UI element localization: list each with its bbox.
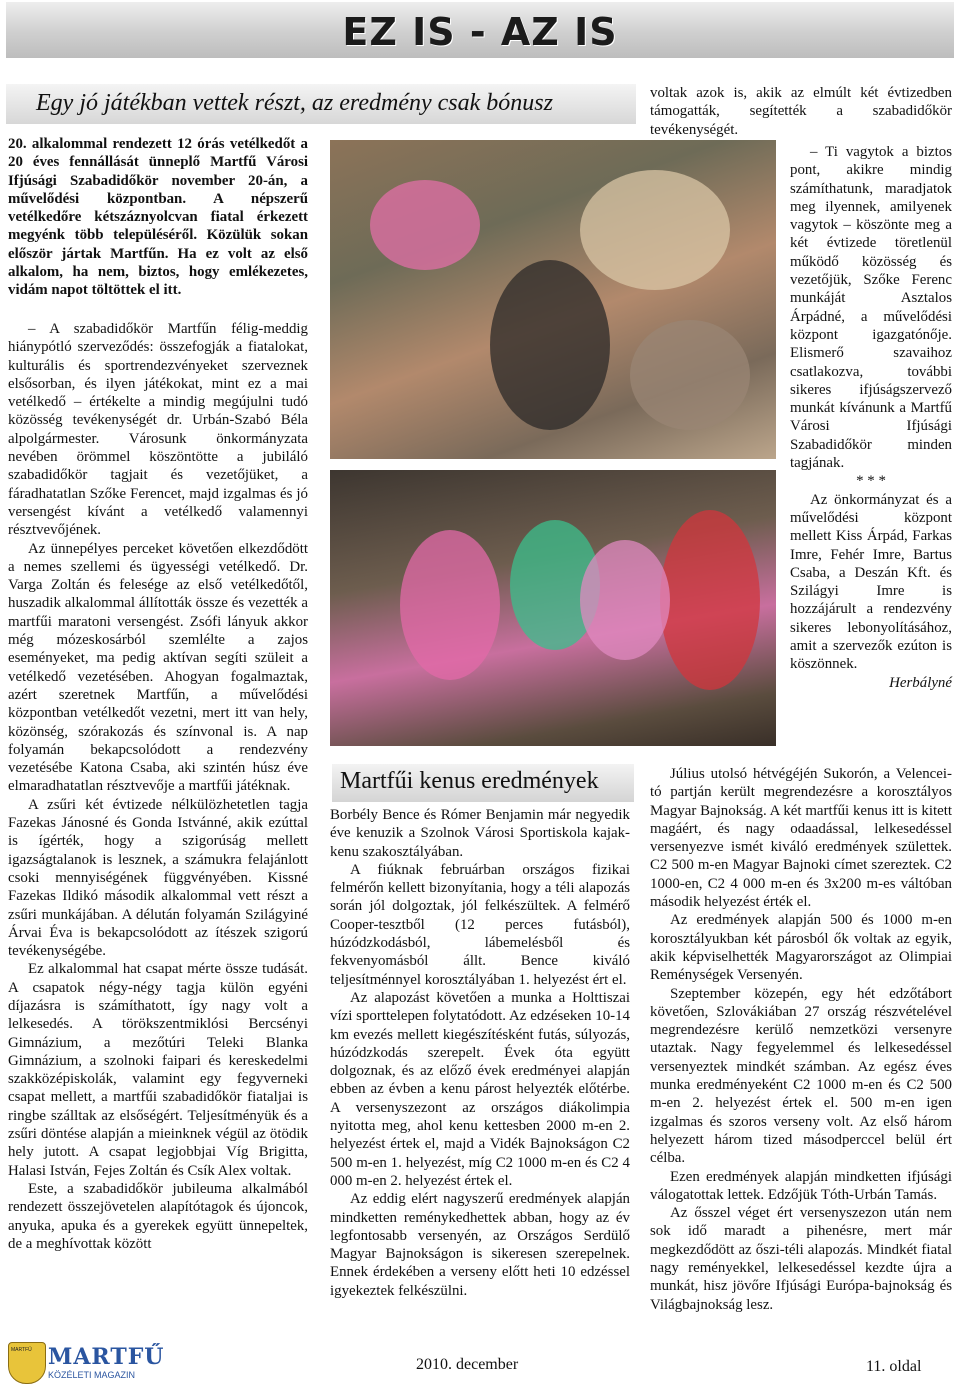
photo-quiz-participants bbox=[330, 140, 776, 459]
paragraph: Az ünnepélyes perceket követően elkezdődött a nemes szellemi és ügyességi vetélkedő. Dr. Varga Zoltán és felesége az első vetélkedőtől, huszadik alkalommal állították össze és vezették a martfűi maratoni versengést. Zsófi lányuk akkor még mózeskosárból szemlélte a zajos eseményeket, ma pedig aktívan segíti szüleit a vetélkedő vezetésében. Ahogyan fogalmaztak, azért szeretnek Martfűn, a művelődési központban vetélkedőt vezetni, mert itt van hely, közönség, szórakozás és színvonal is. A nap folyamán bekapcsolódott a rendezvény vezetésébe Katona Csaba, aki szintén húsz éve elmaradhatatlan résztvevője a martfűi játéknak. bbox=[8, 540, 308, 795]
paragraph: Az önkormányzat és a művelődési központ mellett Kiss Árpád, Farkas Imre, Fehér Imre, Bartus Csaba, a Deszán Kft. és Szilágyi Imre is hozzájárult a rendezvény sikeres lebonyolításához, amit a szervezők ezúton is köszönnek. bbox=[790, 491, 952, 673]
paragraph: – Ti vagytok a biztos pont, akikre mindig számíthatunk, maradjatok meg ilyennek, amilyenek vagytok – köszönte meg a két évtizede töretlenül működő közösség és vezetőjük, Szőke Ferenc munkáját Asztalos Árpádné, a művelődési központ igazgatónője. Elismerő szavaihoz csatlakozva, további sikeres ifjúságszervező munkát kívánunk a Martfű Városi Ifjúsági Szabadidőkör minden tagjának. bbox=[790, 144, 952, 472]
separator: * * * bbox=[856, 473, 886, 490]
page-number: 11. oldal bbox=[866, 1358, 922, 1375]
logo-subtitle: KÖZÉLETI MAGAZIN bbox=[48, 1370, 136, 1380]
author-signature: Herbályné bbox=[889, 674, 952, 691]
article-lead bbox=[8, 135, 308, 300]
article-column-3-top bbox=[650, 84, 952, 139]
section-title: EZ IS - AZ IS bbox=[342, 10, 618, 54]
paragraph: voltak azok is, akik az elmúlt két évtizedben támogatták, segítették a szabadidőkör tevékenységét. bbox=[650, 85, 952, 138]
paragraph: Ezen eredmények alapján mindketten ifjúsági válogatottak lettek. Edzőjük Tóth-Urbán Tamás. bbox=[650, 1168, 952, 1203]
paragraph: A zsűri két évtizede nélkülözhetetlen tagja Fazekas Jánosné és Gonda Istvánné, akik ezúttal is ígérték, hogy a szigorúság mellett igazságtalanok is lesznek, a számukra felajánlott csoki mennyiségének függvényében. Kissné Fazekas Ildikó második alkalommal vett részt a zsűri munkájában. A délután folyamán Szilágyiné Árvai Éva is bekapcsolódott az ítészek szigorú tevékenységébe. bbox=[8, 796, 308, 960]
photo-celebration bbox=[330, 470, 776, 746]
crest-label: MARTFŰ bbox=[11, 1347, 32, 1353]
paragraph: Szeptember közepén, egy hét edzőtábort követően, Szlovákiában 27 ország részvételével megrendezésre kerülő nemzetközi versenyre utaztak. Nagy fegyelemmel és lelkesedéssel versenyeztek mindkét számban. Az egész éves munka eredményeként C2 1000 m-en és C2 500 m-en 2. helyezést értek el. 500 m-en igen izgalmas és szoros verseny volt. Az első három helyezett három tized másodperccel belül ért célba. bbox=[650, 985, 952, 1167]
paragraph: A fiúknak februárban országos fizikai felmérőn kellett bizonyítania, hogy a téli alapozás során jól dolgoztak, jól felkészültek. A felmérő Cooper-tesztből (12 perces futásból), húzódzkodásból, lábemelésből és fekvenyomásból állt. Bence kiváló teljesítménnyel korosztályában 1. helyezést ért el. bbox=[330, 861, 630, 988]
paragraph: Ez alkalommal hat csapat mérte össze tudását. A csapatok négy-négy tagja külön egyéni díjazásra is számíthatott, így nagy volt a lelkesedés. A törökszentmiklósi Bercsényi Gimnázium, a mezőtúri Teleki Blanka Gimnázium, a szolnoki faipari és kereskedelmi szakközépiskolák, valamint egy fegyverneki csapat mellett, a martfűi szabadidőkör fiataljai is ringbe szálltak az elsőségért. Teljesítményük és a zsűri döntése alapján a mieinknek végül az ötödik hely jutott. A csapat legjobbjai Víg Brigitta, Halasi István, Fejes Zoltán és Csík Alex voltak. bbox=[8, 961, 308, 1179]
box-headline: Martfűi kenus eredmények bbox=[340, 768, 599, 794]
article-headline: Egy jó játékban vettek részt, az eredmény csak bónusz bbox=[36, 90, 553, 116]
issue-date: 2010. december bbox=[416, 1356, 519, 1373]
magazine-logo bbox=[8, 1342, 165, 1384]
article2-column-3 bbox=[650, 765, 952, 1314]
paragraph: – A szabadidőkör Martfűn félig-meddig hiánypótló szerveződés: összefogják a fiatalokat, kulturális és sportrendezvényeket szerveznek elsősorban, és ilyen játékokat, mint ez a mai vetélkedő – értékelte a mindig megújulni tudó közösség tevékenységét dr. Urbán-Szabó Béla alpolgármester. Városunk önkormányzata nevében örömmel köszöntötte a jubiláló szabadidőkör tagjait és vezetőjüket, a fáradhatatlan Szőke Ferencet, majd izgalmas és jó versengést kívánt a vetélkedő valamennyi résztvevőjének. bbox=[8, 321, 308, 539]
article-column-3-narrow bbox=[790, 143, 952, 692]
paragraph: Az eredmények alapján 500 és 1000 m-en korosztályukban két párosból ők voltak az egyik, akik képviselhették Magyarországot az Olimpiai Reménységek Versenyén. bbox=[650, 912, 952, 984]
paragraph: Az ősszel véget ért versenyszezon után nem sok idő maradt a pihenésre, mert már megkezdődött az őszi-téli alapozás. Mindkét fiatal nagy reményekkel, lelkesedéssel kezdte újra a munkát, hisz jövőre Ifjúsági Európa-bajnokság és Világbajnokság lesz. bbox=[650, 1205, 952, 1313]
paragraph: Este, a szabadidőkör jubileuma alkalmából rendezett összejövetelen alapítótagok és újoncok, anyuka, apuka és a gyerekek együtt ünnepeltek, de a meghívottak között bbox=[8, 1180, 308, 1252]
paragraph: Az alapozást követően a munka a Holttiszai vízi sporttelepen folytatódott. Az edzéseken 10-14 km evezés mellett kiegészítésként futás, súlyozás, húzódzkodás szerepelt. Évek óta együtt dolgoznak, és az előző évek eredményei alapján ebben az évben a kenu párost helyezték előtérbe. A versenyszezont az országos diákolimpia nyitotta meg, ahol kenu kettesben 2000 m-en 2. helyezést értek el, majd a Vidék Bajnokságon C2 500 m-en 1. helyezést, míg C2 1000 m-en és C2 4 000 m-en 2. helyezést értek el. bbox=[330, 989, 630, 1189]
crest-icon bbox=[8, 1342, 46, 1384]
paragraph: Borbély Bence és Rómer Benjamin már negyedik éve kenuzik a Szolnok Városi Sportiskola kajak-kenu szakosztályában. bbox=[330, 807, 630, 860]
article-column-1 bbox=[8, 320, 308, 1253]
paragraph: Az eddig elért nagyszerű eredmények alapján mindketten reménykedhettek abban, hogy az év legfontosabb versenyén, az Országos Serdülő Magyar Bajnokságon is sikeresen szerepelnek. Ennek érdekében a verseny előtt heti 10 edzéssel igyekeztek felkészülni. bbox=[330, 1191, 630, 1299]
logo-name: MARTFŰ bbox=[48, 1344, 165, 1370]
paragraph: Július utolsó hétvégéjén Sukorón, a Velencei-tó partján került megrendezésre a korosztályos Magyar Bajnokság. A két martfűi kenus itt is kitett magáért, és nagy odaadással, lelkesedéssel versenyezve ismét kiváló eredmények születtek. C2 500 m-en Magyar Bajnoki címet szereztek. C2 1000-en, C2 4 000 m-en és 3x200 m-es váltóban második helyezést érték el. bbox=[650, 766, 952, 911]
lead-paragraph: 20. alkalommal rendezett 12 órás vetélkedőt a 20 éves fennállását ünneplő Martfű Városi Ifjúsági Szabadidőkör november 20-án, a művelődési központban. A népszerű vetélkedőre kétszáznyolcvan fiatal érkezett megyénk több településéről. Közülük sokan először jártak Martfűn. Ha ez volt az első alkalom, ha nem, biztos, hogy emlékezetes, vidám napot töltöttek el itt. bbox=[8, 136, 308, 299]
article2-column-2 bbox=[330, 806, 630, 1300]
